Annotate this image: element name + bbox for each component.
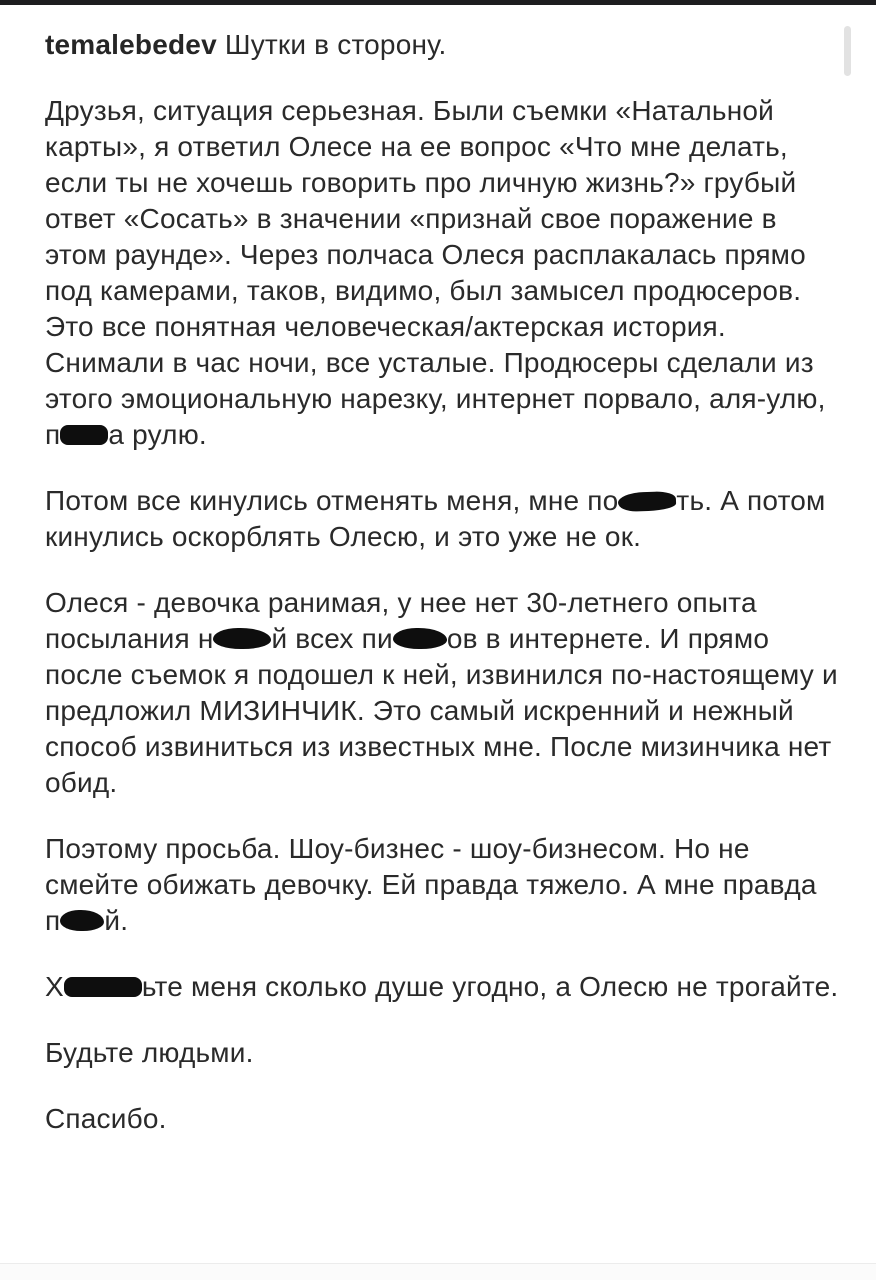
post-paragraph: Друзья, ситуация серьезная. Были съемки «Натальной карты», я ответил Олесе на ее вопрос «Что мне делать, если ты не хочешь говорить про личную жизнь?» грубый ответ «Сосать» в значении «признай свое поражение в этом раунде». Через полчаса Олеся расплакалась прямо под камерами, таков, видимо, был замысел продюсеров. Это все понятная человеческая/актерская история. Снимали в час ночи, все усталые. Продюсеры сделали из этого эмоциональную нарезку, интернет порвало, аля-улю, п а рулю.: [45, 95, 826, 450]
censor-bar: [64, 977, 142, 997]
censor-bar: [213, 628, 271, 649]
post-paragraph: Поэтому просьба. Шоу-бизнес - шоу-бизнесом. Но не смейте обижать девочку. Ей правда тяжело. А мне правда п й.: [45, 833, 817, 936]
censor-bar: [60, 425, 108, 445]
post-paragraph: Будьте людьми.: [45, 1037, 254, 1068]
bottom-divider: [0, 1263, 876, 1280]
caption-title: Шутки в сторону.: [224, 29, 447, 60]
username-link[interactable]: temalebedev: [45, 29, 217, 60]
post-paragraph: Олеся - девочка ранимая, у нее нет 30-летнего опыта посылания н й всех пи ов в интернете. И прямо после съемок я подошел к ней, извинился по-настоящему и предложил МИЗИНЧИК. Это самый искренний и нежный способ извиниться из известных мне. После мизинчика нет обид.: [45, 587, 838, 798]
post-paragraphs: [45, 93, 840, 1137]
caption-content: [0, 5, 876, 1137]
post-paragraph: Х ьте меня сколько душе угодно, а Олесю не трогайте.: [45, 971, 839, 1002]
caption-header: [45, 27, 840, 63]
censor-bar: [60, 910, 104, 931]
censor-bar: [393, 628, 447, 649]
censor-bar: [618, 491, 677, 512]
post-paragraph: Спасибо.: [45, 1103, 167, 1134]
post-paragraph: Потом все кинулись отменять меня, мне по ть. А потом кинулись оскорблять Олесю, и это уже не ок.: [45, 485, 826, 552]
